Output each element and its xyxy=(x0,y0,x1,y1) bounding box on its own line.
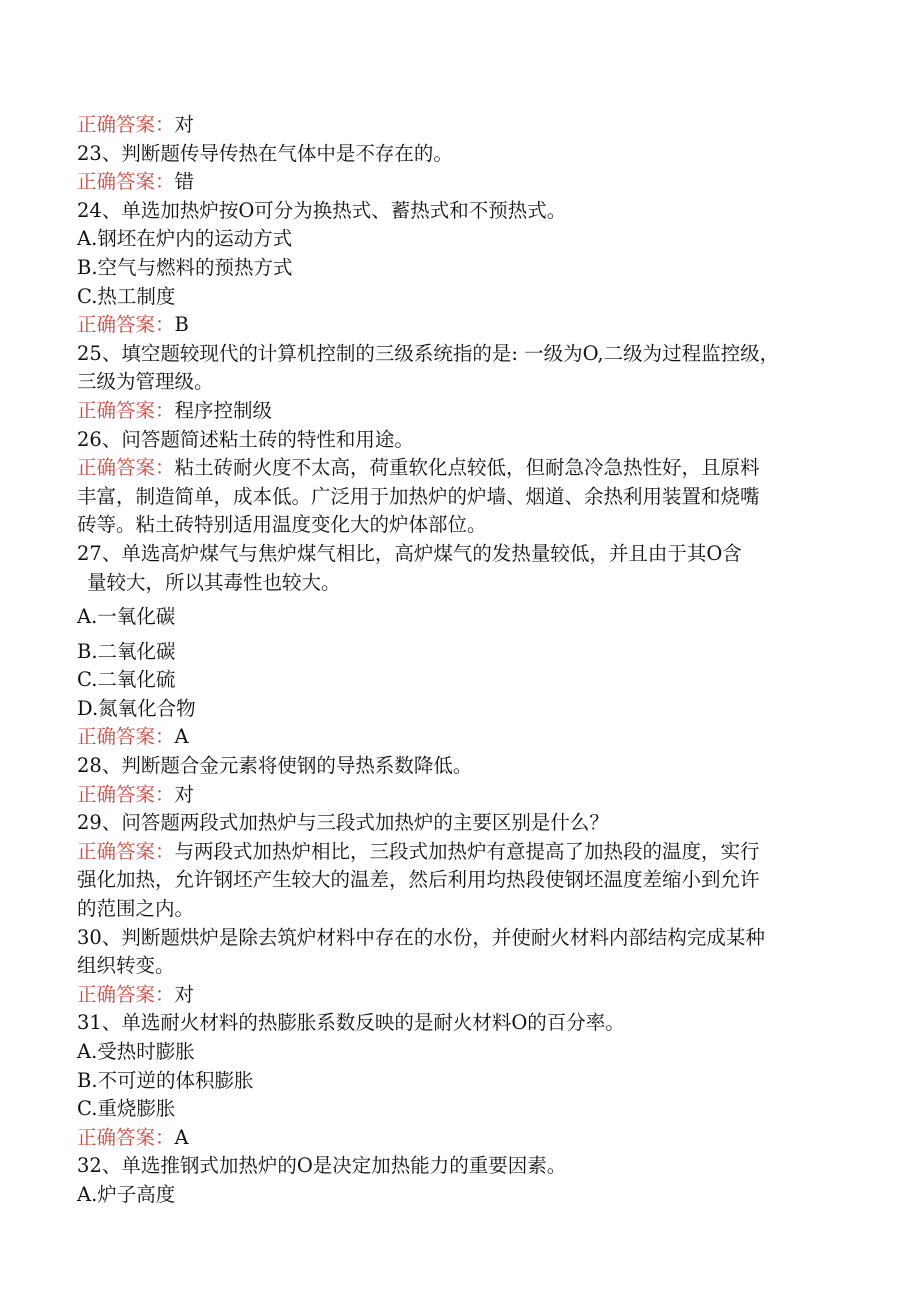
answer-value: 对 xyxy=(174,982,195,1006)
answer-line xyxy=(77,454,845,483)
option-b: B.不可逆的体积膨胀 xyxy=(77,1068,254,1092)
answer-value: 与两段式加热炉相比，三段式加热炉有意提高了加热段的温度，实行 xyxy=(174,839,760,863)
question-27: 27、单选高炉煤气与焦炉煤气相比，高炉煤气的发热量较低，并且由于其O含 xyxy=(77,541,742,565)
question-32: 32、单选推钢式加热炉的O是决定加热能力的重要因素。 xyxy=(77,1154,567,1178)
answer-value: 对 xyxy=(174,113,195,136)
question-list xyxy=(77,111,845,1210)
answer-line xyxy=(77,111,845,140)
question-28: 28、判断题合金元素将使钢的导热系数降低。 xyxy=(77,754,473,778)
option-b: B.空气与燃料的预热方式 xyxy=(77,255,293,279)
answer-value: 粘土砖耐火度不太高，荷重软化点较低，但耐急冷急热性好，且原料 xyxy=(174,456,760,480)
answer-value: 对 xyxy=(174,782,195,806)
answer-cont: 的范围之内。 xyxy=(77,897,195,921)
answer-line xyxy=(77,781,845,810)
answer-line xyxy=(77,397,845,426)
question-30-cont: 组织转变。 xyxy=(77,954,175,978)
answer-line xyxy=(77,168,845,197)
question-27-cont: 量较大，所以其毒性也较大。 xyxy=(87,570,341,594)
question-23: 23、判断题传导传热在气体中是不存在的。 xyxy=(77,141,453,165)
answer-line xyxy=(77,1124,845,1153)
answer-value: 程序控制级 xyxy=(174,398,273,422)
answer-label: 正确答案： xyxy=(77,113,175,136)
question-29: 29、问答题两段式加热炉与三段式加热炉的主要区别是什么？ xyxy=(77,811,609,835)
option-c: C.二氧化硫 xyxy=(77,668,176,692)
answer-label: 正确答案： xyxy=(77,982,175,1006)
option-d: D.氮氧化合物 xyxy=(77,696,196,720)
answer-line xyxy=(77,311,845,340)
answer-value: A xyxy=(174,1125,189,1149)
option-b: B.二氧化碳 xyxy=(77,639,176,663)
option-c: C.重烧膨胀 xyxy=(77,1097,176,1121)
answer-label: 正确答案： xyxy=(77,725,175,749)
option-c: C.热工制度 xyxy=(77,284,176,308)
question-25: 25、填空题较现代的计算机控制的三级系统指的是: 一级为O,二级为过程监控级， xyxy=(77,341,780,365)
answer-label: 正确答案： xyxy=(77,170,175,194)
question-31: 31、单选耐火材料的热膨胀系数反映的是耐火材料O的百分率。 xyxy=(77,1011,625,1035)
answer-label: 正确答案： xyxy=(77,313,175,337)
answer-cont: 丰富，制造简单，成本低。广泛用于加热炉的炉墙、烟道、余热利用装置和烧嘴 xyxy=(77,484,760,508)
answer-line xyxy=(77,981,845,1010)
answer-cont: 砖等。粘土砖特别适用温度变化大的炉体部位。 xyxy=(77,513,487,537)
question-25-cont: 三级为管理级。 xyxy=(77,370,214,394)
answer-cont: 强化加热，允许钢坯产生较大的温差，然后利用均热段使钢坯温度差缩小到允许 xyxy=(77,868,760,892)
answer-label: 正确答案： xyxy=(77,1125,175,1149)
question-26: 26、问答题简述粘土砖的特性和用途。 xyxy=(77,427,414,451)
answer-line xyxy=(77,838,845,867)
answer-label: 正确答案： xyxy=(77,456,175,480)
answer-label: 正确答案： xyxy=(77,398,175,422)
answer-value: 错 xyxy=(174,170,195,194)
answer-value: B xyxy=(174,313,189,337)
question-30: 30、判断题烘炉是除去筑炉材料中存在的水份，并使耐火材料内部结构完成某种 xyxy=(77,925,765,949)
answer-value: A xyxy=(174,725,189,749)
option-a: A.炉子高度 xyxy=(77,1182,176,1206)
option-a: A.一氧化碳 xyxy=(77,605,176,629)
option-a: A.受热时膨胀 xyxy=(77,1040,195,1063)
answer-label: 正确答案： xyxy=(77,782,175,806)
answer-line xyxy=(77,723,845,752)
answer-label: 正确答案： xyxy=(77,839,175,863)
option-a: A.钢坯在炉内的运动方式 xyxy=(77,227,293,251)
question-24: 24、单选加热炉按O可分为换热式、蓄热式和不预热式。 xyxy=(77,198,567,222)
